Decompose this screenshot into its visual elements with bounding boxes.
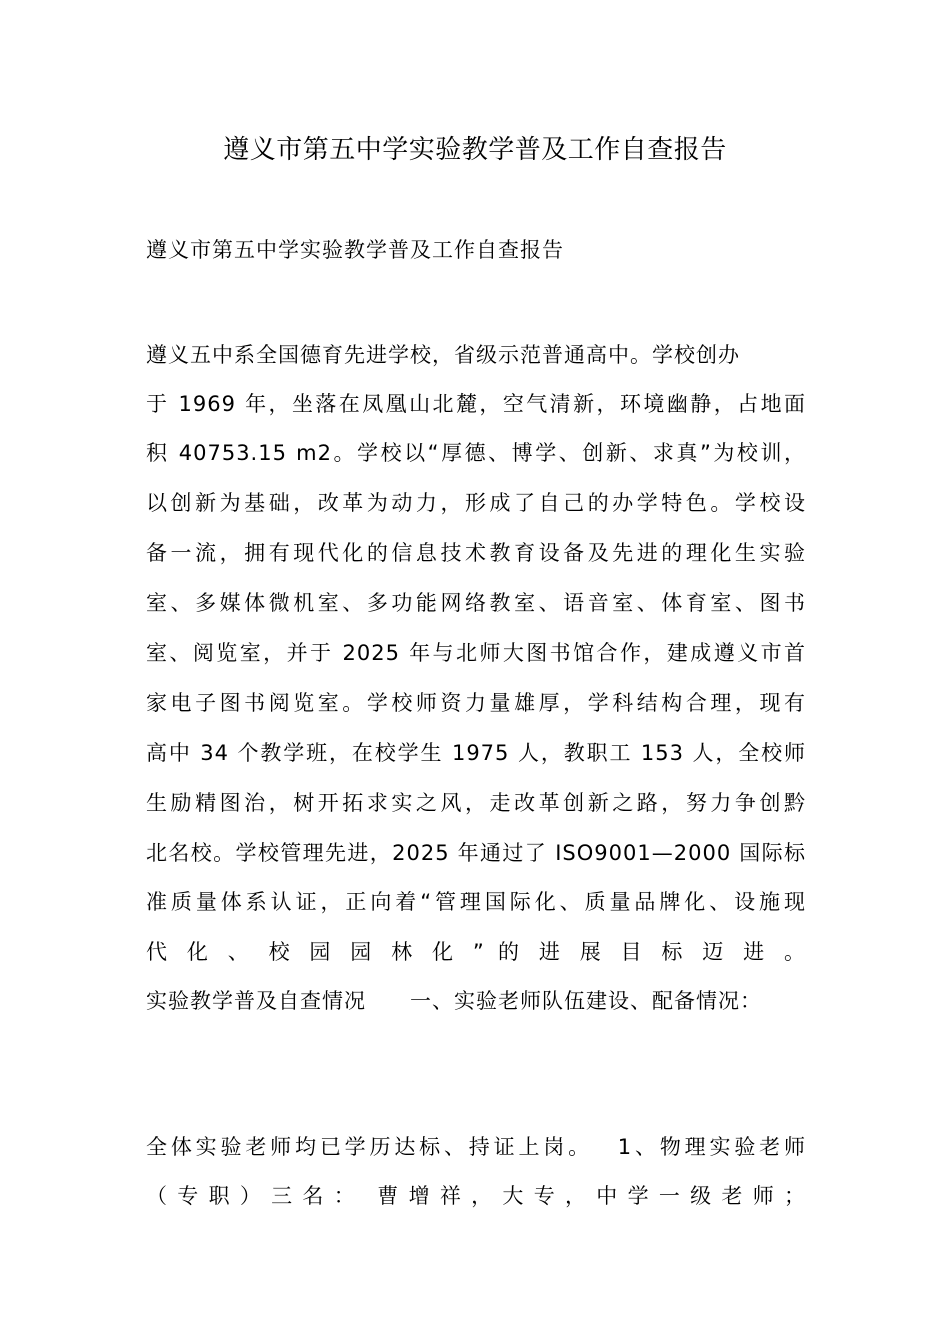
- body-line: 代 化 、 校 园 园 林 化 ” 的 进 展 目 标 迈 进 。: [146, 940, 806, 964]
- body-line: 遵义五中系全国德育先进学校，省级示范普通高中。学校创办: [146, 343, 740, 367]
- body-line: 高中 34 个教学班，在校学生 1975 人，教职工 153 人，全校师: [146, 741, 806, 765]
- document-title: 遵义市第五中学实验教学普及工作自查报告: [223, 135, 727, 165]
- body-line: 于 1969 年，坐落在凤凰山北麓，空气清新，环境幽静，占地面: [146, 392, 806, 416]
- body-line: 实验教学普及自查情况 一、实验老师队伍建设、配备情况：: [146, 989, 762, 1013]
- body-line: 家电子图书阅览室。学校师资力量雄厚，学科结构合理，现有: [146, 691, 806, 715]
- body-line: 准质量体系认证，正向着“管理国际化、质量品牌化、设施现: [146, 890, 806, 914]
- body-line: 积 40753.15 m2。学校以“厚德、博学、创新、求真”为校训，: [146, 441, 806, 465]
- body-line: 备一流，拥有现代化的信息技术教育设备及先进的理化生实验: [146, 541, 806, 565]
- body-line: 全体实验老师均已学历达标、持证上岗。 1、物理实验老师: [146, 1135, 806, 1159]
- body-line: （ 专 职 ） 三 名 ： 曹 增 祥 ， 大 专 ， 中 学 一 级 老 师 ；: [146, 1184, 806, 1208]
- body-line: 生励精图治，树开拓求实之风，走改革创新之路，努力争创黔: [146, 791, 806, 815]
- body-line: 北名校。学校管理先进，2025 年通过了 ISO9001—2000 国际标: [146, 841, 806, 865]
- document-subtitle: 遵义市第五中学实验教学普及工作自查报告: [146, 238, 564, 262]
- body-line: 室、阅览室，并于 2025 年与北师大图书馆合作，建成遵义市首: [146, 641, 806, 665]
- body-line: 以创新为基础，改革为动力，形成了自己的办学特色。学校设: [146, 491, 806, 515]
- body-line: 室、多媒体微机室、多功能网络教室、语音室、体育室、图书: [146, 591, 806, 615]
